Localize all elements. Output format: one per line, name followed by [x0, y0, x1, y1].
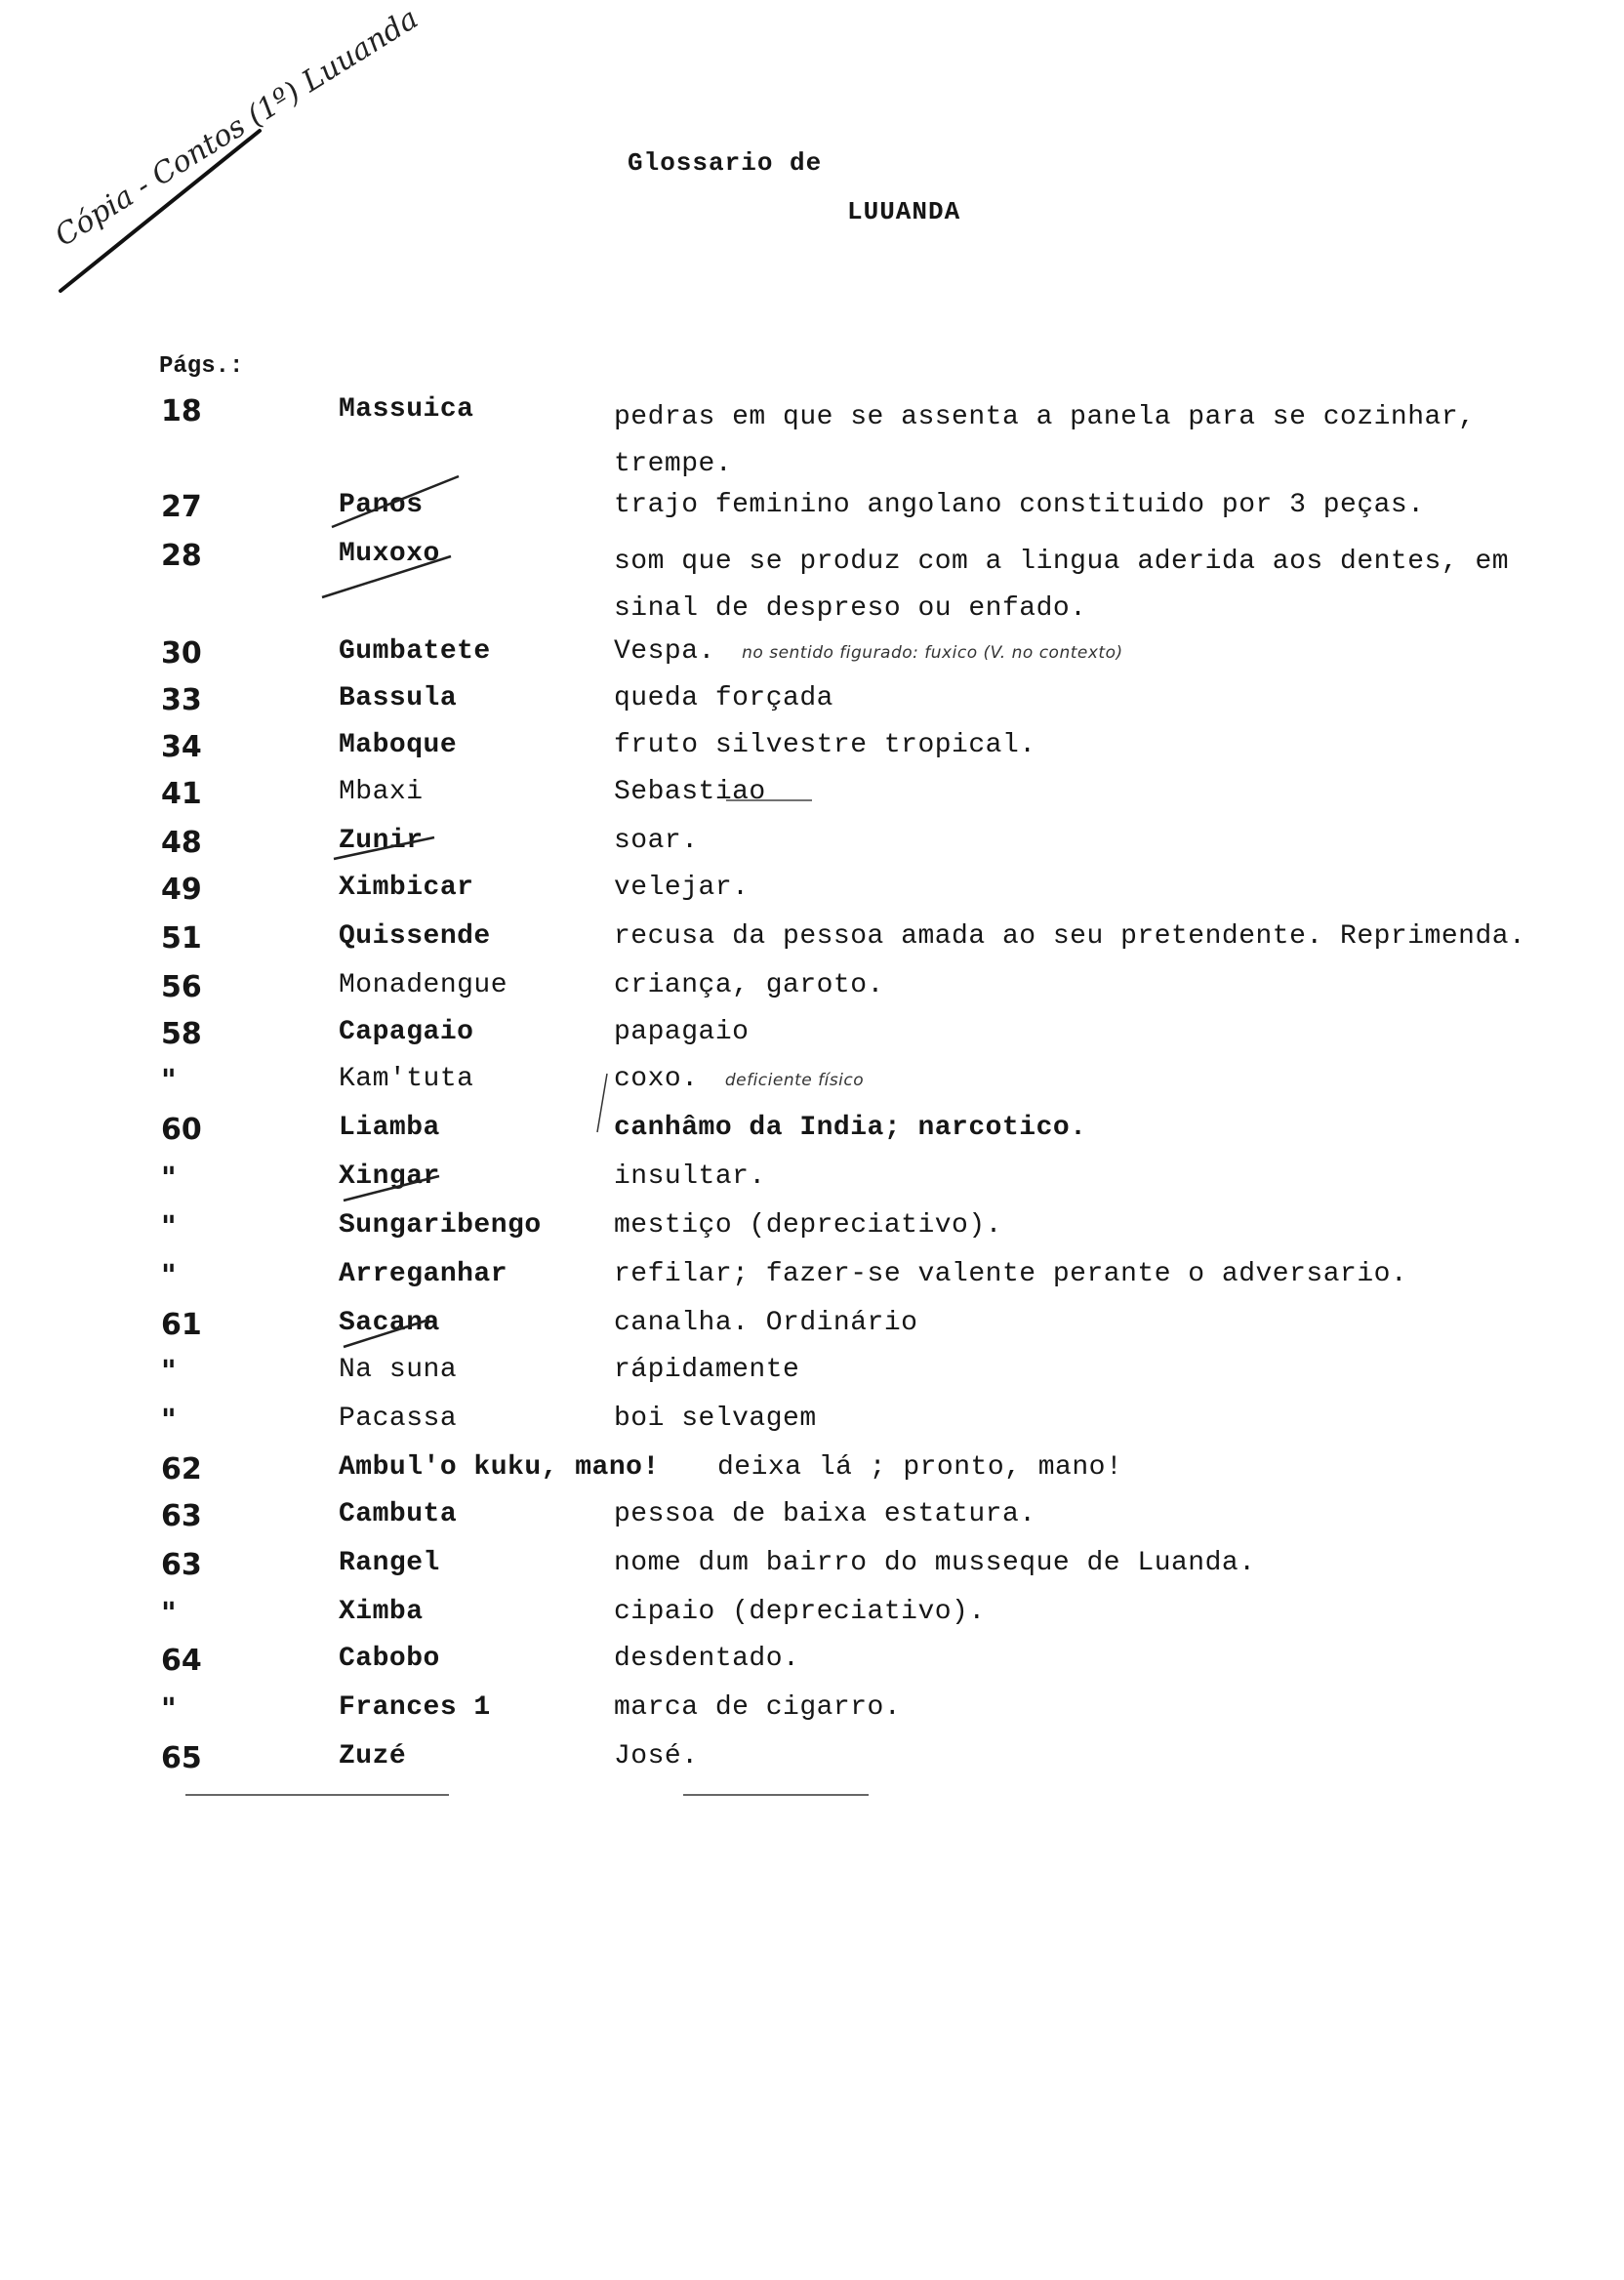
glossary-definition-container	[614, 1064, 864, 1094]
glossary-definition: pessoa de baixa estatura.	[614, 1499, 1036, 1529]
glossary-definition: queda forçada	[614, 683, 833, 713]
page-number: 65	[161, 1741, 202, 1775]
glossary-definition: velejar.	[614, 873, 750, 903]
glossary-definition: boi selvagem	[614, 1404, 817, 1434]
page-number: "	[161, 1210, 177, 1244]
glossary-term: Bassula	[339, 683, 458, 713]
glossary-definition: mestiço (depreciativo).	[614, 1210, 1002, 1241]
glossary-definition: fruto silvestre tropical.	[614, 730, 1036, 760]
glossary-definition: Sebastiao	[614, 777, 766, 807]
glossary-definition: canhâmo da India; narcotico.	[614, 1113, 1087, 1143]
page-number: 56	[161, 970, 202, 1004]
glossary-definition: desdentado.	[614, 1644, 800, 1674]
glossary-term: Rangel	[339, 1548, 440, 1578]
page-number: 51	[161, 921, 202, 956]
page-number: "	[161, 1064, 177, 1098]
glossary-term: Arreganhar	[339, 1259, 508, 1289]
glossary-definition: Vespa.	[614, 636, 715, 667]
glossary-definition: coxo.	[614, 1064, 699, 1094]
page-number: "	[161, 1355, 177, 1389]
glossary-term: Ambul'o kuku, mano!	[339, 1452, 660, 1483]
bottom-rule	[683, 1794, 869, 1796]
glossary-term: Sungaribengo	[339, 1210, 542, 1241]
glossary-term: Gumbatete	[339, 636, 491, 667]
glossary-term: Pacassa	[339, 1404, 458, 1434]
page-number: "	[161, 1161, 177, 1196]
glossary-term: Capagaio	[339, 1017, 474, 1047]
page-number: 63	[161, 1499, 202, 1533]
glossary-definition: nome dum bairro do musseque de Luanda.	[614, 1548, 1256, 1578]
glossary-term: Zuzé	[339, 1741, 407, 1771]
glossary-term: Xingar	[339, 1161, 440, 1192]
handwritten-annotation: deficiente físico	[724, 1071, 865, 1090]
pages-column-header: Págs.:	[159, 353, 244, 380]
glossary-term: Kam'tuta	[339, 1064, 474, 1094]
glossary-term: Ximba	[339, 1597, 424, 1627]
document-title-line2: LUUANDA	[847, 197, 961, 226]
glossary-term: Na suna	[339, 1355, 458, 1385]
glossary-term: Maboque	[339, 730, 458, 760]
page-number: "	[161, 1259, 177, 1293]
glossary-term: Cabobo	[339, 1644, 440, 1674]
page-number: 63	[161, 1548, 202, 1582]
glossary-definition: marca de cigarro.	[614, 1692, 902, 1723]
glossary-definition: papagaio	[614, 1017, 750, 1047]
glossary-definition: cipaio (depreciativo).	[614, 1597, 986, 1627]
glossary-term: Quissende	[339, 921, 491, 952]
glossary-definition: refilar; fazer-se valente perante o adversario.	[614, 1259, 1408, 1289]
page-number: 48	[161, 826, 202, 860]
glossary-term: Muxoxo	[339, 539, 440, 569]
page-number: 28	[161, 539, 202, 573]
glossary-term: Frances 1	[339, 1692, 491, 1723]
glossary-definition: pedras em que se assenta a panela para se cozinhar, trempe.	[614, 402, 1476, 479]
page-number: 49	[161, 873, 202, 907]
page-number: "	[161, 1404, 177, 1438]
glossary-definition: José.	[614, 1741, 699, 1771]
glossary-term: Massuica	[339, 394, 474, 425]
glossary-definition: deixa lá ; pronto, mano!	[717, 1452, 1123, 1483]
glossary-definition: canalha. Ordinário	[614, 1308, 918, 1338]
glossary-definition: soar.	[614, 826, 699, 856]
page-number: 61	[161, 1308, 202, 1342]
svg-text:Cópia - Contos (1º) Luuanda: Cópia - Contos (1º) Luuanda	[49, 1, 425, 254]
glossary-term: Liamba	[339, 1113, 440, 1143]
glossary-definition: criança, garoto.	[614, 970, 884, 1000]
page-number: 62	[161, 1452, 202, 1486]
glossary-definition: trajo feminino angolano constituido por 3 peças.	[614, 490, 1425, 520]
glossary-term: Mbaxi	[339, 777, 424, 807]
glossary-term: Ximbicar	[339, 873, 474, 903]
page-number: "	[161, 1692, 177, 1727]
glossary-definition: insultar.	[614, 1161, 766, 1192]
glossary-term: Monadengue	[339, 970, 508, 1000]
glossary-term: Cambuta	[339, 1499, 458, 1529]
page-number: 33	[161, 683, 202, 717]
handwritten-note	[39, 1, 425, 303]
page-number: 34	[161, 730, 202, 764]
glossary-definition: som que se produz com a lingua aderida aos dentes, em sinal de despreso ou enfado.	[614, 547, 1510, 624]
page-number: 18	[161, 394, 202, 428]
glossary-definition: rápidamente	[614, 1355, 800, 1385]
page-number: 41	[161, 777, 202, 811]
bottom-rule	[185, 1794, 449, 1796]
page-number: 58	[161, 1017, 202, 1051]
document-title-line1: Glossario de	[628, 148, 823, 178]
glossary-term: Panos	[339, 490, 424, 520]
page-number: "	[161, 1597, 177, 1631]
handwritten-annotation: no sentido figurado: fuxico (V. no contexto)	[742, 643, 1123, 663]
page-number: 60	[161, 1113, 202, 1147]
glossary-term: Sacana	[339, 1308, 440, 1338]
page-number: 27	[161, 490, 202, 524]
glossary-definition-container	[614, 636, 1123, 667]
bracket-stroke-icon	[597, 1074, 607, 1132]
glossary-definition: recusa da pessoa amada ao seu pretendente. Reprimenda.	[614, 921, 1526, 952]
glossary-term: Zunir	[339, 826, 424, 856]
page-number: 64	[161, 1644, 202, 1678]
page-number: 30	[161, 636, 202, 671]
